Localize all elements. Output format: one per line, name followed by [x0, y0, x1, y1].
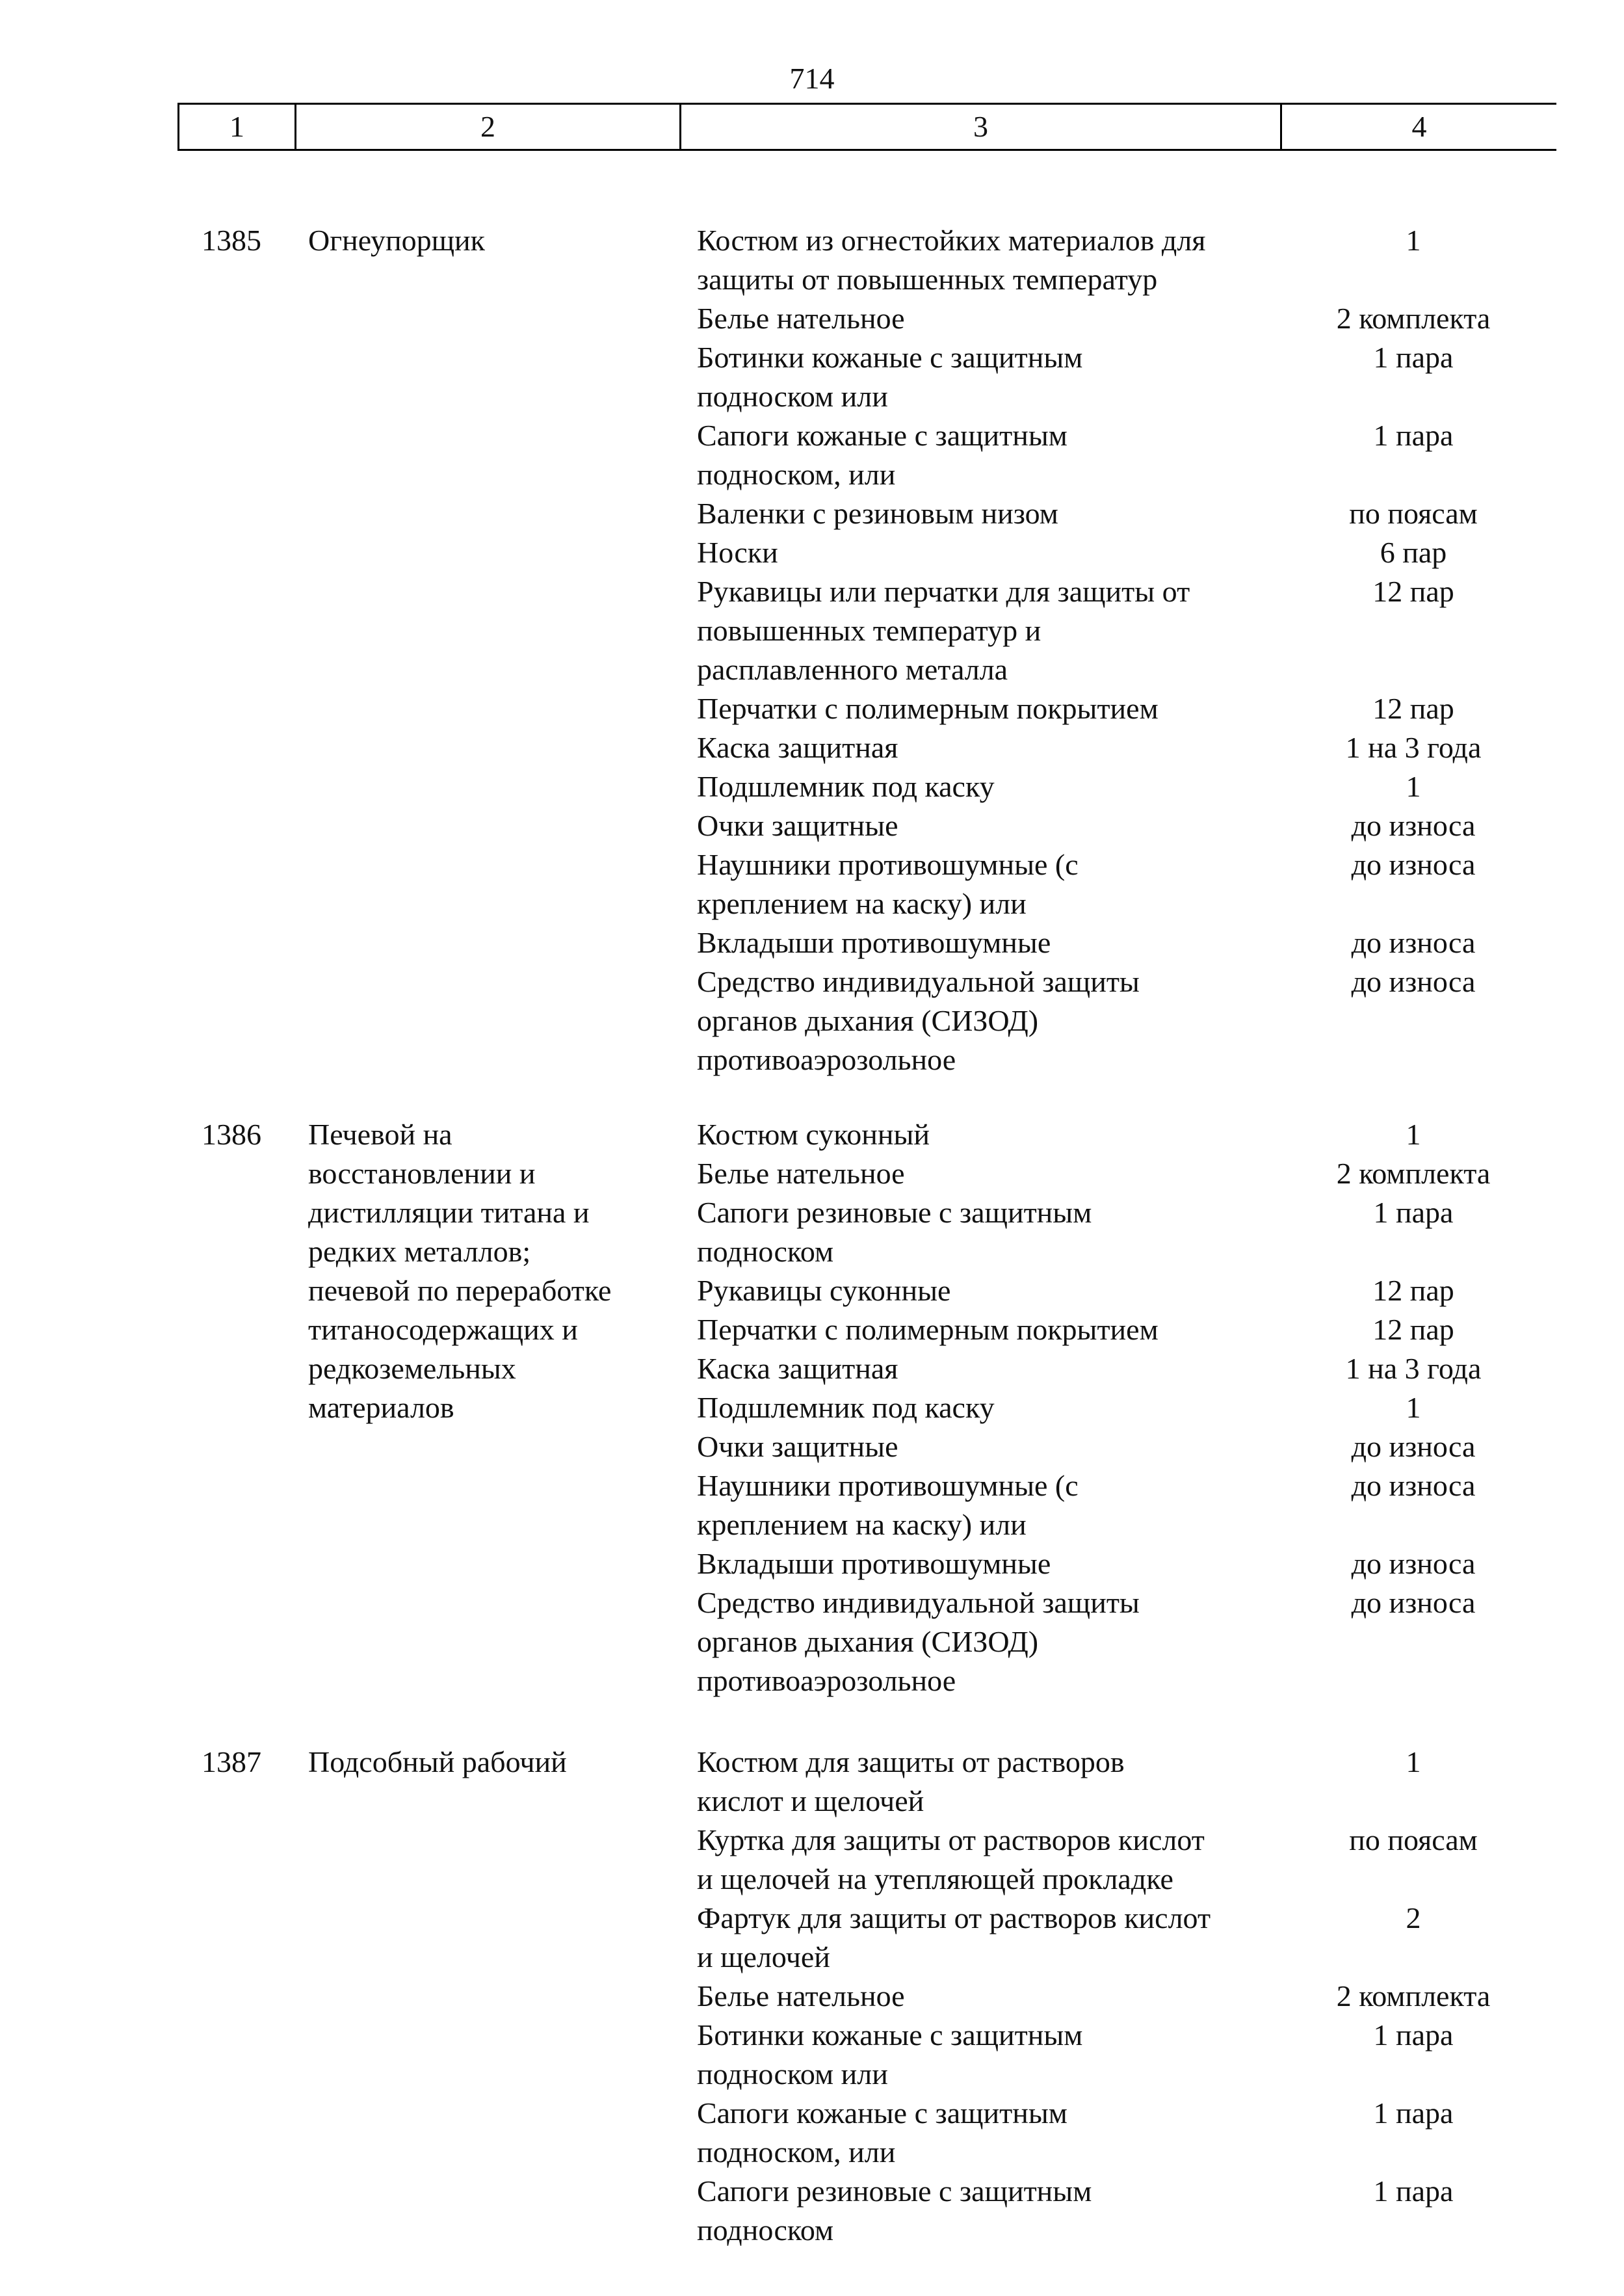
- ppe-item-name: [697, 2016, 1269, 2094]
- ppe-item: [697, 299, 1581, 338]
- ppe-item: [697, 689, 1581, 728]
- ppe-item-name: [697, 1544, 1269, 1583]
- profession-line: редких металлов;: [308, 1235, 531, 1268]
- ppe-item: [697, 338, 1581, 416]
- ppe-item-norm: до износа: [1351, 1430, 1476, 1463]
- ppe-item-name-line: подноском: [697, 1235, 834, 1268]
- ppe-item: [697, 806, 1581, 845]
- ppe-item-name-line: подноском: [697, 2213, 834, 2247]
- ppe-item: [697, 1821, 1581, 1899]
- ppe-item-name-line: Ботинки кожаные с защитным: [697, 341, 1083, 374]
- entry-code: 1386: [202, 1118, 261, 1151]
- ppe-item-name: [697, 338, 1269, 416]
- ppe-item: [697, 962, 1581, 1079]
- profession-name: [308, 1115, 672, 1427]
- profession-name: [308, 1743, 672, 1782]
- ppe-item-name: [697, 728, 1269, 767]
- ppe-item-name-line: Куртка для защиты от растворов кислот: [697, 1823, 1205, 1856]
- ppe-item-name-line: Перчатки с полимерным покрытием: [697, 692, 1159, 725]
- ppe-item-norm: до износа: [1351, 1586, 1476, 1619]
- ppe-item-name: [697, 572, 1269, 689]
- ppe-item-name: [697, 1977, 1269, 2016]
- ppe-item-norm: 1: [1406, 770, 1421, 803]
- ppe-item: [697, 923, 1581, 962]
- ppe-item-name: [697, 1466, 1269, 1544]
- ppe-item-norm: 6 пар: [1380, 536, 1447, 569]
- ppe-item: [697, 1466, 1581, 1544]
- ppe-item-list: [697, 1115, 1581, 1700]
- ppe-item-norm: 12 пар: [1372, 575, 1454, 608]
- ppe-item-norm: 1 пара: [1373, 419, 1454, 452]
- ppe-item-name-line: кислот и щелочей: [697, 1784, 924, 1817]
- ppe-item-name: [697, 806, 1269, 845]
- ppe-item-name: [697, 416, 1269, 494]
- ppe-item: [697, 221, 1581, 299]
- ppe-item: [697, 416, 1581, 494]
- ppe-item-norm: до износа: [1351, 965, 1476, 998]
- ppe-item-name-line: и щелочей: [697, 1940, 830, 1973]
- ppe-item-name-line: Валенки с резиновым низом: [697, 497, 1058, 530]
- ppe-item: [697, 767, 1581, 806]
- column-header-2: 2: [296, 105, 681, 149]
- ppe-item-norm: 2 комплекта: [1336, 1979, 1491, 2012]
- ppe-item-name: [697, 1310, 1269, 1349]
- ppe-item-name-line: Рукавицы или перчатки для защиты от: [697, 575, 1190, 608]
- ppe-item-name: [697, 1427, 1269, 1466]
- ppe-item-norm: 2 комплекта: [1336, 302, 1491, 335]
- ppe-item-name: [697, 299, 1269, 338]
- ppe-item-name: [697, 1743, 1269, 1821]
- ppe-item: [697, 2172, 1581, 2250]
- ppe-item-name-line: Перчатки с полимерным покрытием: [697, 1313, 1159, 1346]
- ppe-item-name-line: расплавленного металла: [697, 653, 1008, 686]
- ppe-item-norm: 1 пара: [1373, 341, 1454, 374]
- ppe-item-norm: до износа: [1351, 926, 1476, 959]
- profession-line: Печевой на: [308, 1118, 452, 1151]
- ppe-item: [697, 728, 1581, 767]
- ppe-item-name-line: Белье нательное: [697, 1157, 905, 1190]
- ppe-item: [697, 2094, 1581, 2172]
- ppe-item-norm: 1 пара: [1373, 1196, 1454, 1229]
- ppe-item-name-line: Сапоги резиновые с защитным: [697, 2174, 1092, 2208]
- ppe-item-norm: до износа: [1351, 1469, 1476, 1502]
- ppe-item-name-line: Подшлемник под каску: [697, 770, 995, 803]
- ppe-item: [697, 1349, 1581, 1388]
- ppe-item-name-line: подноском или: [697, 2057, 888, 2091]
- ppe-item-name-line: Рукавицы суконные: [697, 1274, 951, 1307]
- column-header-3: 3: [681, 105, 1282, 149]
- profession-line: материалов: [308, 1391, 454, 1424]
- ppe-item-name-line: Каска защитная: [697, 1352, 898, 1385]
- profession-line: дистилляции титана и: [308, 1196, 590, 1229]
- ppe-item: [697, 1427, 1581, 1466]
- ppe-item: [697, 1154, 1581, 1193]
- ppe-item-name-line: Сапоги кожаные с защитным: [697, 2096, 1067, 2130]
- entry-code: 1387: [202, 1745, 261, 1778]
- profession-line: Огнеупорщик: [308, 224, 485, 257]
- ppe-item-name-line: Костюм для защиты от растворов: [697, 1745, 1125, 1778]
- ppe-item-name: [697, 533, 1269, 572]
- ppe-item-norm: 1: [1406, 1391, 1421, 1424]
- ppe-item-name: [697, 845, 1269, 923]
- profession-name: [308, 221, 672, 260]
- ppe-item-name-line: Очки защитные: [697, 809, 898, 842]
- ppe-item-name-line: органов дыхания (СИЗОД): [697, 1625, 1039, 1658]
- ppe-item-name-line: Наушники противошумные (с: [697, 1469, 1079, 1502]
- ppe-item-name: [697, 221, 1269, 299]
- ppe-item: [697, 845, 1581, 923]
- ppe-item-norm: по поясам: [1349, 1823, 1478, 1856]
- ppe-item: [697, 2016, 1581, 2094]
- ppe-item: [697, 1310, 1581, 1349]
- ppe-item-norm: 12 пар: [1372, 1313, 1454, 1346]
- column-header-row: [177, 103, 1556, 151]
- ppe-item-name: [697, 1271, 1269, 1310]
- ppe-item-name-line: Носки: [697, 536, 778, 569]
- ppe-item-name-line: Белье нательное: [697, 302, 905, 335]
- ppe-item: [697, 1743, 1581, 1821]
- ppe-item-name: [697, 1349, 1269, 1388]
- ppe-item: [697, 1544, 1581, 1583]
- ppe-item-norm: по поясам: [1349, 497, 1478, 530]
- ppe-item-name: [697, 1388, 1269, 1427]
- ppe-item-name-line: Подшлемник под каску: [697, 1391, 995, 1424]
- profession-line: титаносодержащих и: [308, 1313, 578, 1346]
- ppe-item-list: [697, 1743, 1581, 2250]
- ppe-item-name-line: подноском или: [697, 380, 888, 413]
- ppe-item: [697, 1388, 1581, 1427]
- ppe-item-name-line: Средство индивидуальной защиты: [697, 965, 1140, 998]
- ppe-item-norm: 1: [1406, 1745, 1421, 1778]
- ppe-item-name-line: Костюм из огнестойких материалов для: [697, 224, 1206, 257]
- ppe-item-norm: до износа: [1351, 848, 1476, 881]
- ppe-item-name-line: Фартук для защиты от растворов кислот: [697, 1901, 1211, 1934]
- ppe-item-name: [697, 2172, 1269, 2250]
- ppe-item-norm: 12 пар: [1372, 692, 1454, 725]
- ppe-item: [697, 1977, 1581, 2016]
- entry-code: 1385: [202, 224, 261, 257]
- ppe-item-name: [697, 767, 1269, 806]
- ppe-item-norm: до износа: [1351, 809, 1476, 842]
- ppe-item-name: [697, 962, 1269, 1079]
- ppe-item-name: [697, 1154, 1269, 1193]
- ppe-item-name-line: повышенных температур и: [697, 614, 1041, 647]
- ppe-item-name-line: Белье нательное: [697, 1979, 905, 2012]
- column-header-1: 1: [179, 105, 296, 149]
- ppe-item: [697, 1899, 1581, 1977]
- ppe-item-name-line: креплением на каску) или: [697, 1508, 1027, 1541]
- ppe-item: [697, 494, 1581, 533]
- ppe-item-name-line: подноском, или: [697, 458, 896, 491]
- ppe-item: [697, 1115, 1581, 1154]
- ppe-item-name-line: подноском, или: [697, 2135, 896, 2169]
- ppe-item-name-line: Вкладыши противошумные: [697, 926, 1051, 959]
- ppe-item-name-line: Сапоги резиновые с защитным: [697, 1196, 1092, 1229]
- ppe-item-norm: 1: [1406, 224, 1421, 257]
- ppe-item-name: [697, 1115, 1269, 1154]
- ppe-item-name: [697, 494, 1269, 533]
- ppe-item-norm: 12 пар: [1372, 1274, 1454, 1307]
- ppe-item-name-line: Вкладыши противошумные: [697, 1547, 1051, 1580]
- ppe-item-norm: 1 на 3 года: [1345, 731, 1482, 764]
- ppe-item-name: [697, 1193, 1269, 1271]
- profession-line: редкоземельных: [308, 1352, 516, 1385]
- ppe-item-name-line: креплением на каску) или: [697, 887, 1027, 920]
- ppe-item-norm: 1 на 3 года: [1345, 1352, 1482, 1385]
- ppe-item-norm: 1: [1406, 1118, 1421, 1151]
- ppe-item-name-line: Каска защитная: [697, 731, 898, 764]
- ppe-item: [697, 1271, 1581, 1310]
- ppe-item-list: [697, 221, 1581, 1079]
- ppe-item-norm: 1 пара: [1373, 2018, 1454, 2052]
- ppe-item-name: [697, 689, 1269, 728]
- ppe-item-name-line: Костюм суконный: [697, 1118, 930, 1151]
- ppe-item-name-line: Ботинки кожаные с защитным: [697, 2018, 1083, 2052]
- ppe-item-norm: 2: [1406, 1901, 1421, 1934]
- ppe-item-name-line: Очки защитные: [697, 1430, 898, 1463]
- ppe-item-norm: 1 пара: [1373, 2174, 1454, 2208]
- ppe-item-name-line: и щелочей на утепляющей прокладке: [697, 1862, 1173, 1895]
- ppe-item-name-line: Средство индивидуальной защиты: [697, 1586, 1140, 1619]
- ppe-item: [697, 572, 1581, 689]
- ppe-item-name-line: противоаэрозольное: [697, 1664, 956, 1697]
- profession-line: Подсобный рабочий: [308, 1745, 567, 1778]
- ppe-item-name: [697, 1821, 1269, 1899]
- ppe-item-norm: 2 комплекта: [1336, 1157, 1491, 1190]
- ppe-item-name-line: защиты от повышенных температур: [697, 263, 1158, 296]
- ppe-item: [697, 1583, 1581, 1700]
- page-number: 714: [789, 62, 835, 95]
- ppe-item-norm: 1 пара: [1373, 2096, 1454, 2130]
- ppe-item: [697, 1193, 1581, 1271]
- profession-line: восстановлении и: [308, 1157, 536, 1190]
- ppe-item-norm: до износа: [1351, 1547, 1476, 1580]
- ppe-item-name-line: органов дыхания (СИЗОД): [697, 1004, 1039, 1037]
- ppe-item-name-line: противоаэрозольное: [697, 1043, 956, 1076]
- column-header-4: 4: [1411, 110, 1427, 143]
- ppe-item-name: [697, 2094, 1269, 2172]
- ppe-item: [697, 533, 1581, 572]
- profession-line: печевой по переработке: [308, 1274, 612, 1307]
- ppe-item-name: [697, 1583, 1269, 1700]
- ppe-item-name: [697, 1899, 1269, 1977]
- ppe-item-name-line: Сапоги кожаные с защитным: [697, 419, 1067, 452]
- ppe-item-name: [697, 923, 1269, 962]
- ppe-item-name-line: Наушники противошумные (с: [697, 848, 1079, 881]
